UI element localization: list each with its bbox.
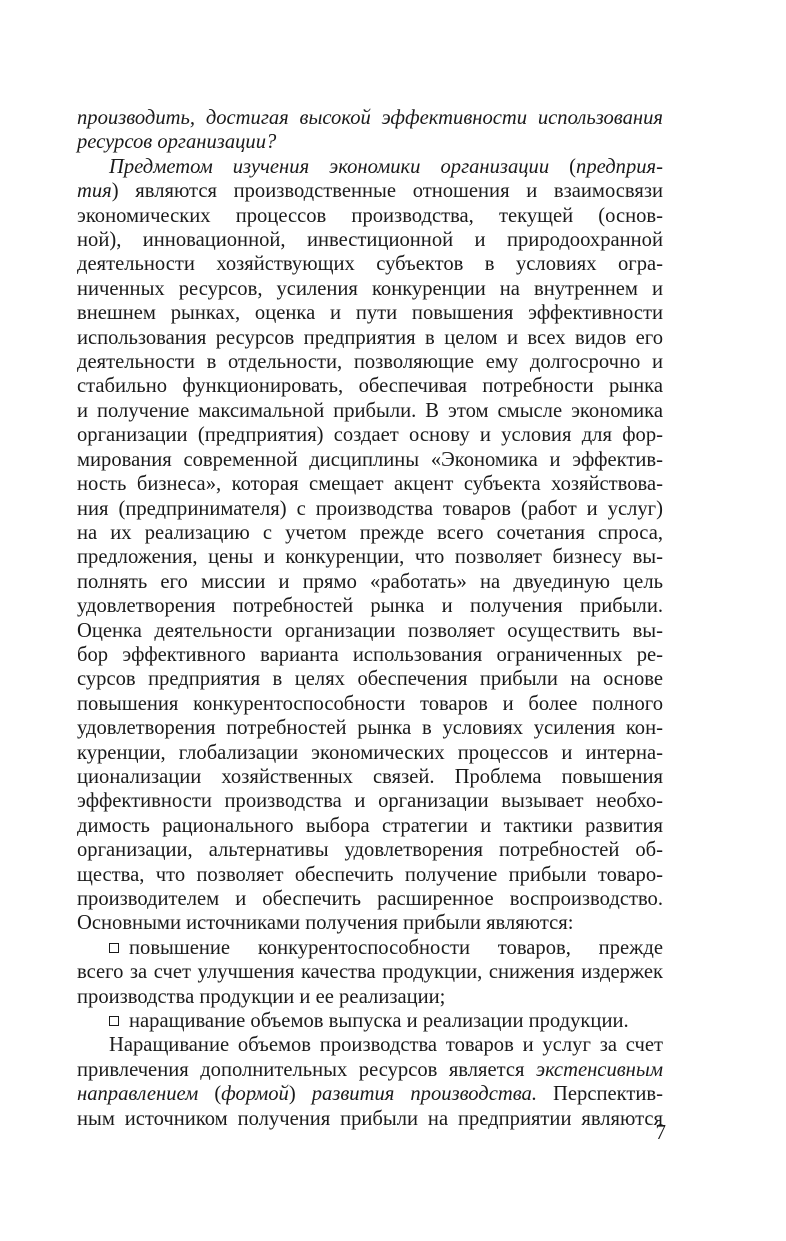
text-line: использования ресурсов предприятия в целом и всех видов его	[77, 326, 663, 349]
text-line: организации, альтернативы удовлетворения потребностей об-	[77, 839, 663, 862]
text-line: внешнем рынках, оценка и пути повышения эффективности	[77, 302, 663, 325]
text-line: удовлетворения потребностей рынка и получения прибыли.	[77, 595, 663, 618]
text-line: ционализации хозяйственных связей. Проблема повышения	[77, 765, 663, 788]
text-line: Оценка деятельности организации позволяет осуществить вы-	[77, 619, 663, 642]
text-line: на их реализацию с учетом прежде всего сочетания спроса,	[77, 521, 663, 544]
text-line: Предметом изучения экономики организации (предприя-	[109, 155, 663, 178]
text-line: повышения конкурентоспособности товаров и более полного	[77, 692, 663, 715]
bullet-item: повышение конкурентоспособности товаров, прежде	[77, 936, 663, 960]
text-line: производителем и обеспечить расширенное воспроизводство.	[77, 888, 663, 910]
text-line: тия) являются производственные отношения и взаимосвязи	[77, 180, 663, 203]
page-number: 7	[655, 1120, 666, 1144]
text-line: Основными источниками получения прибыли являются:	[77, 912, 574, 935]
text-line: ным источником получения прибыли на предприятии являются	[77, 1107, 663, 1130]
text-line: удовлетворения потребностей рынка в условиях усиления кон-	[77, 717, 663, 740]
text-line: предложения, цены и конкуренции, что позволяет бизнесу вы-	[77, 546, 663, 569]
text-line: бор эффективного варианта использования ограниченных ре-	[77, 643, 663, 666]
text-line: всего за счет улучшения качества продукции, снижения издержек	[77, 961, 663, 984]
text-line: и получение максимальной прибыли. В этом смысле экономика	[77, 399, 663, 422]
text-line: ность бизнеса», которая смещает акцент субъекта хозяйствова-	[77, 473, 663, 496]
page-body	[77, 106, 663, 1131]
text-line: организации (предприятия) создает основу и условия для фор-	[77, 424, 663, 447]
text-line: направлением (формой) развития производства. Перспектив-	[77, 1083, 663, 1106]
text-line: деятельности хозяйствующих субъектов в условиях огра-	[77, 253, 663, 276]
text-line: мирования современной дисциплины «Экономика и эффектив-	[77, 448, 663, 471]
text-line: ниченных ресурсов, усиления конкуренции на внутреннем и	[77, 277, 663, 300]
text-line: экономических процессов производства, текущей (основ-	[77, 204, 663, 227]
text-line: Наращивание объемов производства товаров и услуг за счет	[109, 1034, 663, 1057]
text-line: димость рационального выбора стратегии и тактики развития	[77, 814, 663, 837]
text-line: ной), инновационной, инвестиционной и природоохранной	[77, 229, 663, 252]
bullet-item: наращивание объемов выпуска и реализации продукции.	[77, 1009, 663, 1033]
checkbox-bullet-icon	[109, 943, 119, 953]
text-line: стабильно функционировать, обеспечивая потребности рынка	[77, 375, 663, 398]
text-line: производить, достигая высокой эффективности использования	[77, 107, 663, 129]
text-line: ния (предпринимателя) с производства товаров (работ и услуг)	[77, 497, 663, 520]
text-line: куренции, глобализации экономических процессов и интерна-	[77, 741, 663, 764]
text-line: деятельности в отдельности, позволяющие ему долгосрочно и	[77, 351, 663, 374]
text-line: эффективности производства и организации вызывает необхо-	[77, 790, 663, 813]
text-line: производства продукции и ее реализации;	[77, 985, 446, 1008]
checkbox-bullet-icon	[109, 1016, 119, 1026]
text-line: сурсов предприятия в целях обеспечения прибыли на основе	[77, 668, 663, 691]
text-line: ресурсов организации?	[77, 131, 277, 154]
text-line: привлечения дополнительных ресурсов является экстенсивным	[77, 1058, 663, 1081]
text-line: щества, что позволяет обеспечить получение прибыли товаро-	[77, 863, 663, 886]
text-line: полнять его миссии и прямо «работать» на двуединую цель	[77, 570, 663, 593]
